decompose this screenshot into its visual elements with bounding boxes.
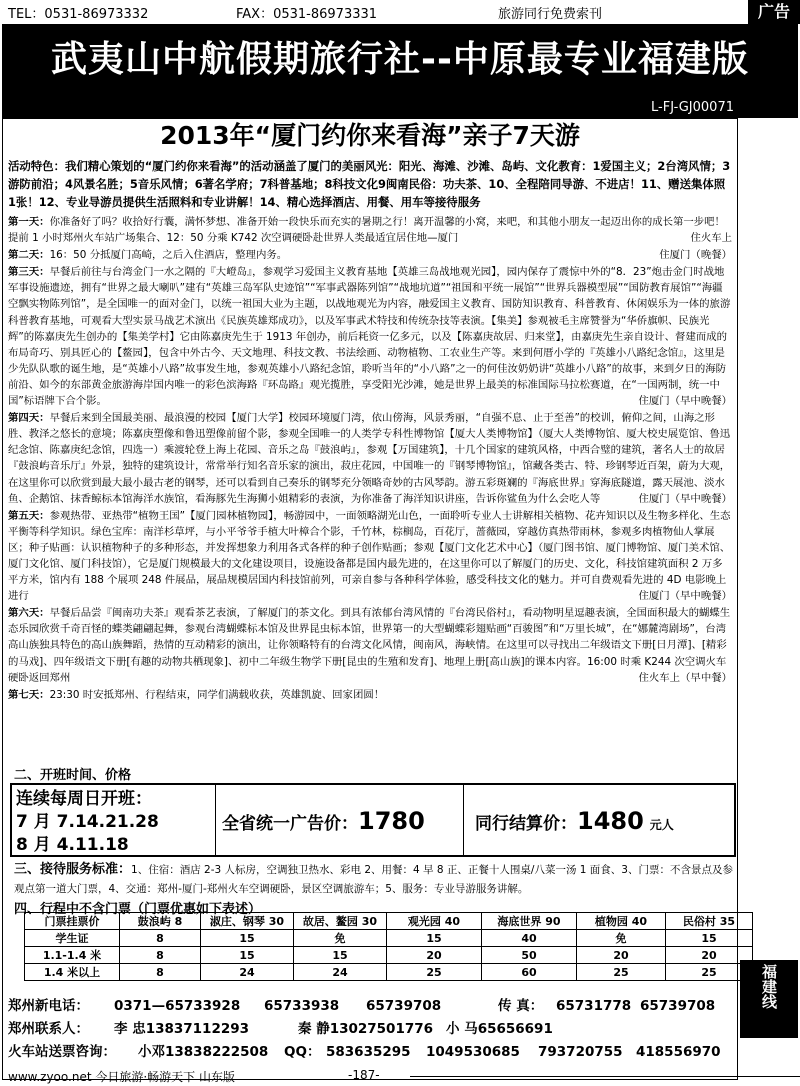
itinerary-day <box>8 605 732 685</box>
fax-label: 传 真： <box>498 998 544 1014</box>
person-row <box>8 1018 732 1041</box>
day-text: 23:30 时安抵郑州、行程结束，同学们满载收获，英雄凯旋、回家团圆！ <box>49 688 385 701</box>
day-text: 你准备好了吗？收拾好行囊，满怀梦想、准备开始一段快乐而充实的暑期之行！离开温馨的小窝，来吧，和其他小朋友一起迈出你的成长第一步吧！提前 1 小时郑州火车站广场集合、12：50 分乘 K742 次空调硬卧赴世界人类最适宜居住地—厦门 <box>8 216 725 245</box>
itinerary-day <box>8 410 732 507</box>
person-label: 郑州联系人： <box>8 1021 89 1037</box>
peer-price <box>475 807 674 835</box>
table-cell: 50 <box>482 947 577 964</box>
day-text: 16：50 分抵厦门高崎，之后入住酒店，整理内务。 <box>49 249 288 262</box>
day-meal: 住火车上 <box>690 232 732 245</box>
table-cell: 1.4 米以上 <box>25 964 120 981</box>
itinerary-day <box>8 264 732 409</box>
phone-number: 0371—65733928 <box>114 998 241 1014</box>
day-meal: 住火车上（早中餐） <box>638 671 732 684</box>
table-cell: 20 <box>387 947 482 964</box>
table-row <box>25 930 753 947</box>
ticket-label: 火车站送票咨询： <box>8 1044 116 1060</box>
contact-person: 李 忠13837112293 <box>114 1021 250 1037</box>
ad-price-value: 1780 <box>358 807 425 835</box>
table-cell: 15 <box>201 947 294 964</box>
price-divider <box>215 783 216 857</box>
day-text: 早餐后来到全国最美丽、最浪漫的校园【厦门大学】校园环境厦门湾，依山傍海，风景秀丽，“自强不息、止于至善”的校训，俯仰之间，山海之形胜、教泽之悠长的意境；陈嘉庚塑像和鲁迅塑像前留个影，参观全国唯一的人类学专科性博物馆【厦大人类博物馆】（厦大人类博物馆、厦大校史展览馆、鲁迅纪念馆、陈嘉庚纪念馆，四选一）乘渡轮登上海上花园、音乐之岛『鼓浪屿』，参观【万国建筑】，十几个国家的建筑风格，中西合璧的建筑，著名人士的故居『鼓浪屿音乐厅』外景，独特的建筑设计，常常举行知名音乐家的演出，菽庄花园，中国唯一的『钢琴博物馆』，馆藏各类古、特、珍钢琴近百架，蔚为大观，在这里你可以欣赏到最大最小最古老的钢琴，还可以看到自己奏乐的钢琴充分领略奇妙的古风琴韵。游五彩斑斓的『海底世界』穿海底隧道，露天展池、淡水鱼、企鹅馆、抹香鲸标本馆海洋水族馆，看海豚先生海狮小姐精彩的表演，为你准备了海洋知识讲座，告诉你鲨鱼为什么会吃人等 <box>8 412 731 505</box>
fax-number: 65739708 <box>640 998 716 1014</box>
itinerary-day <box>8 508 732 605</box>
contact-person: 小 马65656691 <box>446 1021 553 1037</box>
peer-price-label: 同行结算价： <box>475 814 577 834</box>
ad-price-label: 全省统一广告价： <box>222 814 358 834</box>
table-cell: 25 <box>577 964 666 981</box>
day-meal: 住厦门（早中晚餐） <box>638 395 732 408</box>
table-cell: 24 <box>201 964 294 981</box>
day-text: 早餐后前往与台湾金门一水之隔的『大嶝岛』，参观学习爱国主义教育基地【英雄三岛战地观光园】，园内保存了震惊中外的“8．23”炮击金门时战地军事设施遗迹，拥有“世界之最大喇叭”建有“英雄三岛军队史迹馆”“军事武器陈列馆”“战地坑道”“祖国和平统一展馆”“世界兵器模型展”“国防教育展馆”“海疆空飘实物陈列馆”，是全国唯一的面对金门，以统一祖国大业为主题，以战地观光为内容，融爱国主义教育、国防知识教育、科普教育、休闲娱乐为一体的旅游科普教育基地，可观看大型实景马战艺术演出《民族英雄郑成功》，以及军事武术特技和传统杂技等表演。【集美】参观被毛主席赞誉为“华侨旗帜、民族光辉”的陈嘉庚先生创办的【集美学村】它由陈嘉庚先生于 1913 年创办，前后耗资一亿多元，以及【陈嘉庚故居、归来堂】，由嘉庚先生亲自设计、督建而成的布局奇巧、别具匠心的【鳌园】，包含中外古今、天文地理、科技文教、书法绘画、动物植物、工农业生产等。来到何厝小学的『英雄小八路纪念馆』，这里是少先队队歌的诞生地，是“英雄小八路”故事发生地，参观英雄小八路纪念馆，聆听当年的“小八路”之一的何佳汝奶奶讲“英雄小八路”的故事，来到夕日的海防前沿、如今的东部黄金旅游海岸国内唯一的彩色滨海路『环岛路』观光揽胜，享受阳光沙滩，她是世界上最美的标准国际马拉松赛道，在“一国两制，统一中国”标语牌下合个影。 <box>8 266 731 408</box>
ad-price <box>222 807 425 835</box>
table-header-cell: 观光园 40 <box>387 913 482 930</box>
service-standards <box>14 860 734 899</box>
day-label: 第三天： <box>8 266 50 279</box>
tel-number: TEL：0531-86973332 <box>8 7 149 22</box>
table-cell: 1.1-1.4 米 <box>25 947 120 964</box>
features-paragraph: 活动特色：我们精心策划的“厦门约你来看海”的活动涵盖了厦门的美丽风光：阳光、海滩、沙滩、岛屿、文化教育：1爱国主义；2台湾风情；3游防前沿；4风景名胜；5音乐风情；6著名学府；7科普基地；8科技文化9闽南民俗：功夫茶、10、全程陪同导游、不进店！11、赠送集体照1张！12、专业导游员提供生活照料和专业讲解！14、精心选择酒店、用餐、用车等接待服务 <box>8 159 731 209</box>
page-number: -187- <box>348 1068 380 1082</box>
phone-label: 郑州新电话： <box>8 998 89 1014</box>
table-header-cell: 民俗村 35 <box>666 913 753 930</box>
table-cell: 15 <box>387 930 482 947</box>
table-header-cell: 鼓浪屿 8 <box>120 913 201 930</box>
fax-number: 65731778 <box>556 998 632 1014</box>
day-label: 第四天： <box>8 412 50 425</box>
table-cell: 20 <box>577 947 666 964</box>
table-cell: 25 <box>387 964 482 981</box>
phone-number: 65733938 <box>264 998 340 1014</box>
day-label: 第六天： <box>8 607 50 620</box>
table-header-cell: 植物园 40 <box>577 913 666 930</box>
itinerary-day <box>8 687 732 703</box>
day-label: 第五天： <box>8 509 50 522</box>
table-header-cell: 淑庄、钢琴 30 <box>201 913 294 930</box>
footer-rule <box>410 1076 800 1077</box>
ad-tag: 广告 <box>748 0 800 24</box>
schedule-line: 连续每周日开班： <box>16 789 152 809</box>
table-cell: 15 <box>666 930 753 947</box>
table-row <box>25 964 753 981</box>
table-cell: 学生证 <box>25 930 120 947</box>
day-text: 早餐后品尝『闽南功夫茶』观看茶艺表演，了解厦门的茶文化。到具有浓郁台湾风情的『台湾民俗村』，看动物明星逗趣表演，全国面积最大的蝴蝶生态乐园欣赏千奇百怪的蝶类翩翩起舞，参观台湾蝴蝶标本馆及世界昆虫标本馆，世界第一的大型蝴蝶彩翅贴画“百骏图”和“万里长城”，在“娜麓湾剧场”，台湾高山族独具特色的高山族舞蹈，热情的互动精彩的演出，让你领略特有的台湾文化风情，闽南风，海峡情。在这里可以寻找出二年级语文下册[日月潭]、[精彩的马戏]、四年级语文下册[有趣的动物共栖现象]、初中二年级生物学下册[昆虫的生殖和发育]、地理上册[高山族]的课本内容。16:00 时乘 K244 次空调火车硬卧返回郑州 <box>8 607 731 684</box>
qq-label: QQ： <box>284 1044 321 1060</box>
service-text: 1、住宿：酒店 2-3 人标房，空调独卫热水、彩电 2、用餐：4 早 8 正、正餐十人围桌/八菜一汤 1 面食、3、门票：不含景点及参观点第一道大门票，4、交通：郑州-厦门-郑州火车空调硬卧，景区空调旅游车；5、服务：专业导游服务讲解。 <box>14 864 733 895</box>
contacts-block <box>8 995 732 1064</box>
table-cell: 25 <box>666 964 753 981</box>
phone-number: 65739708 <box>366 998 442 1014</box>
region-side-tab <box>740 960 798 1038</box>
table-cell: 8 <box>120 947 201 964</box>
tickets-section-title: 四、行程中不含门票（门票优惠如下表述） <box>14 902 262 917</box>
table-cell: 40 <box>482 930 577 947</box>
route-code-bar <box>2 98 798 118</box>
itinerary <box>8 214 732 704</box>
ticket-delivery-row <box>8 1041 732 1064</box>
ticket-person: 小邓13838222508 <box>138 1044 269 1060</box>
schedule-section-title: 二、开班时间、价格 <box>14 768 132 783</box>
day-label: 第一天： <box>8 216 50 228</box>
qq-number: 418556970 <box>636 1044 721 1060</box>
qq-number: 1049530685 <box>426 1044 520 1060</box>
day-meal: 住厦门（晚餐） <box>659 249 732 262</box>
itinerary-day <box>8 214 732 246</box>
day-meal: 住厦门（早中晚餐） <box>638 590 732 603</box>
phone-row <box>8 995 732 1018</box>
table-header-cell: 门票挂票价 <box>25 913 120 930</box>
table-cell: 60 <box>482 964 577 981</box>
table-cell: 免 <box>577 930 666 947</box>
day-text: 参观热带、亚热带“植物王国”【厦门园林植物园】，畅游园中，一面领略湖光山色，一面聆听专业人士讲解相关植物、花卉知识以及生物多样化、生态平衡等科学知识。绿色宝库：南洋杉草坪，与小平爷爷手植大叶樟合个影，千竹林，棕榈岛，百花厅，蔷薇园，穿越仿真热带雨林，参观多肉植物仙人掌展区；种子贴画：认识植物种子的多种形态，并发挥想象力利用各式各样的种子创作贴画；参观【厦门文化艺术中心】（厦门图书馆、厦门博物馆、厦门美术馆、厦门文化馆、厦门科技馆），它是厦门规模最大的文化建设项目，设施设备都是国内最先进的，在这里你可以了解厦门的历史、文化，科技馆建筑面积 2 万多平方米，馆内有 188 个展项 248 件展品，展品规模居国内科技馆前列，可亲自参与各种科学体验，感受科技文化的魅力。并可自费观看先进的 4D 电影晚上进行 <box>8 509 731 603</box>
page-footer <box>0 1066 800 1086</box>
top-contact-bar <box>0 0 800 22</box>
table-row <box>25 947 753 964</box>
ticket-price-table <box>24 912 753 981</box>
peer-price-value: 1480 <box>577 807 644 835</box>
table-cell: 24 <box>294 964 387 981</box>
contact-person: 秦 静13027501776 <box>298 1021 434 1037</box>
footer-site: www.zyoo.net 今日旅游·畅游天下 山东版 <box>8 1070 235 1084</box>
tour-headline: 2013年“厦门约你来看海”亲子7天游 <box>160 121 580 150</box>
day-meal: 住厦门（早中晚餐） <box>638 492 732 505</box>
page-title: 武夷山中航假期旅行社--中原最专业福建版 <box>2 24 798 98</box>
table-header-cell: 故居、鳌园 30 <box>294 913 387 930</box>
route-code: L-FJ-GJ00071 <box>651 100 734 115</box>
fax-number: FAX：0531-86973331 <box>236 7 378 22</box>
qq-number: 793720755 <box>538 1044 623 1060</box>
table-header-cell: 海底世界 90 <box>482 913 577 930</box>
table-cell: 8 <box>120 930 201 947</box>
table-cell: 15 <box>294 947 387 964</box>
day-label: 第二天： <box>8 249 50 262</box>
itinerary-day <box>8 247 732 263</box>
schedule-line: 8 月 4.11.18 <box>16 835 129 855</box>
schedule-dates <box>16 788 159 857</box>
slogan: 旅游同行免费索刊 <box>498 7 603 22</box>
table-cell: 15 <box>201 930 294 947</box>
schedule-line: 7 月 7.14.21.28 <box>16 812 159 832</box>
price-divider <box>463 783 464 857</box>
peer-price-unit: 元人 <box>649 818 674 832</box>
side-tab-text: 福建线 <box>760 964 778 1009</box>
table-header-row <box>25 913 753 930</box>
service-section-title: 三、接待服务标准： <box>14 862 132 877</box>
qq-number: 583635295 <box>326 1044 411 1060</box>
day-label: 第七天： <box>8 688 50 701</box>
table-cell: 免 <box>294 930 387 947</box>
table-cell: 20 <box>666 947 753 964</box>
table-cell: 8 <box>120 964 201 981</box>
